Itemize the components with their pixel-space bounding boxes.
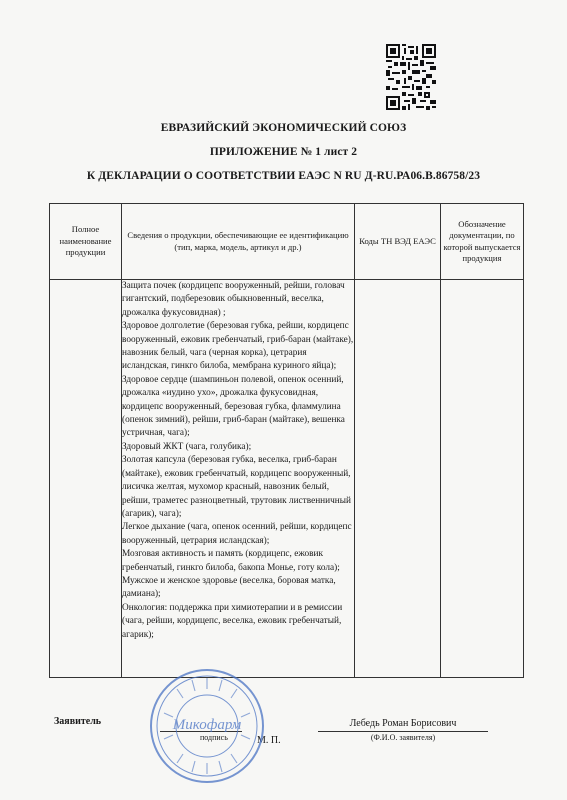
list-item: Онкология: поддержка при химиотерапии и в ремиссии (чага, рейши, кордицепс, веселка, ежовик гребенчатый, агарик); xyxy=(122,602,343,640)
declaration-title: К ДЕКЛАРАЦИИ О СООТВЕТСТВИИ ЕАЭС N RU Д-RU.РА06.В.86758/23 xyxy=(86,170,481,182)
stamp-place-label: М. П. xyxy=(257,735,281,746)
applicant-name: Лебедь Роман Борисович xyxy=(349,718,457,729)
header-product-info: Сведения о продукции, обеспечивающие ее идентификацию (тип, марка, модель, артикул и др.) xyxy=(122,204,355,280)
list-item: Здоровое долголетие (березовая губка, рейши, кордицепс вооруженный, ежовик гребенчатый, гриб-баран (майтаке), навозник белый, чага (черная корка), цетрария исландская, гинкго билоба, мембрана куриного яйца); xyxy=(122,321,354,372)
signature-caption: подпись xyxy=(200,733,228,742)
name-line xyxy=(318,731,488,732)
list-item: Золотая капсула (березовая губка, веселка, гриб-баран (майтаке), ежовик гребенчатый, кордицепс вооруженный, лисичка желтая, мухомор красный, навозник белый, рейши, траметес разноцветный, трутовик лиственничный (агарик), чага); xyxy=(122,455,351,519)
company-seal xyxy=(148,667,266,785)
appendix-title: ПРИЛОЖЕНИЕ № 1 лист 2 xyxy=(209,146,358,158)
products-table xyxy=(49,203,524,678)
table-row xyxy=(50,280,524,678)
product-info-cell xyxy=(122,280,355,678)
header-product-name: Полное наименование продукции xyxy=(50,204,122,280)
list-item: Защита почек (кордицепс вооруженный, рейши, головач гигантский, подберезовик обыкновенный, веселка, дрожалка фукусовидная) ; xyxy=(122,281,345,318)
union-title: ЕВРАЗИЙСКИЙ ЭКОНОМИЧЕСКИЙ СОЮЗ xyxy=(160,122,407,134)
tnved-codes-cell xyxy=(355,280,441,678)
list-item: Здоровый ЖКТ (чага, голубика); xyxy=(122,441,252,452)
product-name-cell xyxy=(50,280,122,678)
qr-code xyxy=(386,44,436,110)
seal-word: Микофарм xyxy=(172,717,242,733)
fio-caption: (Ф.И.О. заявителя) xyxy=(370,733,436,742)
applicant-label: Заявитель xyxy=(54,716,102,727)
header-tnved-codes: Коды ТН ВЭД ЕАЭС xyxy=(355,204,441,280)
documentation-cell xyxy=(441,280,524,678)
list-item: Здоровое сердце (шампиньон полевой, опенок осенний, дрожалка «иудино ухо», дрожалка фукусовидная, кордицепс вооруженный, березовая губка, фламмулина (опенок зимний), рейши, гриб-баран (майтаке), вешенка устричная, чага); xyxy=(122,374,345,439)
list-item: Легкое дыхание (чага, опенок осенний, рейши, кордицепс вооруженный, цетрария исландская); xyxy=(122,522,352,546)
list-item: Мозговая активность и память (кордицепс, ежовик гребенчатый, гинкго билоба, бакопа Монье, готу кола); xyxy=(122,549,340,573)
table-header-row xyxy=(50,204,524,280)
header-documentation: Обозначение документации, по которой выпускается продукция xyxy=(441,204,524,280)
list-item: Мужское и женское здоровье (веселка, боровая матка, дамиана); xyxy=(122,575,336,600)
